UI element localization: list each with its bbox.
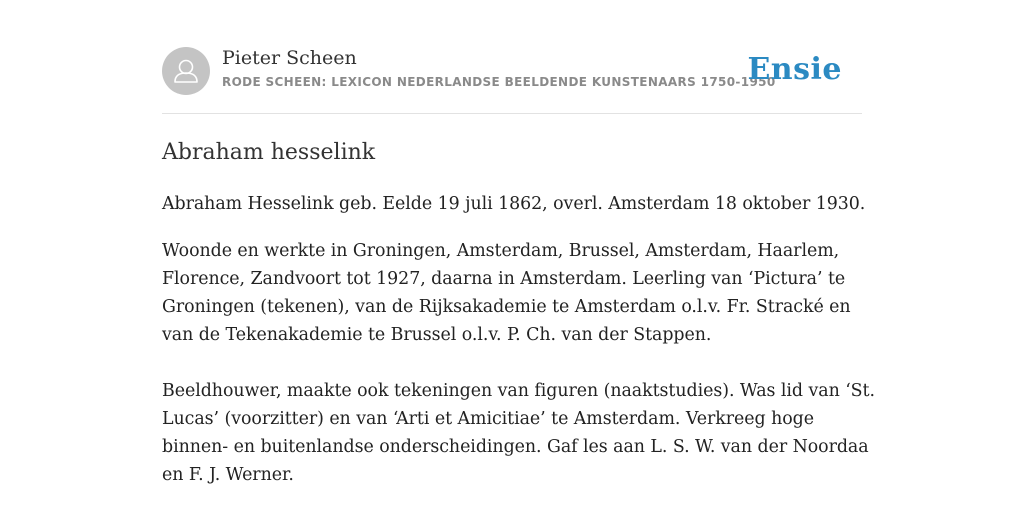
paragraph-line: Woonde en werkte in Groningen, Amsterdam, Brussel, Amsterdam, Haarlem, xyxy=(162,241,840,261)
author-name[interactable]: Pieter Scheen xyxy=(222,47,357,69)
paragraph-line: Abraham Hesselink geb. Eelde 19 juli 1862, overl. Amsterdam 18 oktober 1930. xyxy=(162,194,866,214)
paragraph-line: Beeldhouwer, maakte ook tekeningen van figuren (naaktstudies). Was lid van ‘St. xyxy=(162,381,875,401)
article-title: Abraham hesselink xyxy=(162,140,376,165)
header xyxy=(162,46,862,96)
paragraph-line: Florence, Zandvoort tot 1927, daarna in Amsterdam. Leerling van ‘Pictura’ te xyxy=(162,269,846,289)
article-paragraph-1 xyxy=(162,190,865,218)
paragraph-line: binnen- en buitenlandse onderscheidingen. Gaf les aan L. S. W. van der Noordaa xyxy=(162,437,869,457)
source-title[interactable]: RODE SCHEEN: LEXICON NEDERLANDSE BEELDENDE KUNSTENAARS 1750-1950 xyxy=(222,75,776,89)
paragraph-line: Lucas’ (voorzitter) en van ‘Arti et Amicitiae’ te Amsterdam. Verkreeg hoge xyxy=(162,409,814,429)
article-paragraph-2 xyxy=(162,237,851,349)
user-silhouette-icon xyxy=(162,47,210,95)
header-divider xyxy=(162,113,862,114)
paragraph-line: en F. J. Werner. xyxy=(162,465,294,485)
ensie-logo[interactable]: Ensie xyxy=(747,52,842,87)
paragraph-line: Groningen (tekenen), van de Rijksakademie te Amsterdam o.l.v. Fr. Stracké en xyxy=(162,297,851,317)
paragraph-line: van de Tekenakademie te Brussel o.l.v. P. Ch. van der Stappen. xyxy=(162,325,712,345)
avatar[interactable] xyxy=(162,47,210,95)
article-paragraph-3 xyxy=(162,377,875,489)
